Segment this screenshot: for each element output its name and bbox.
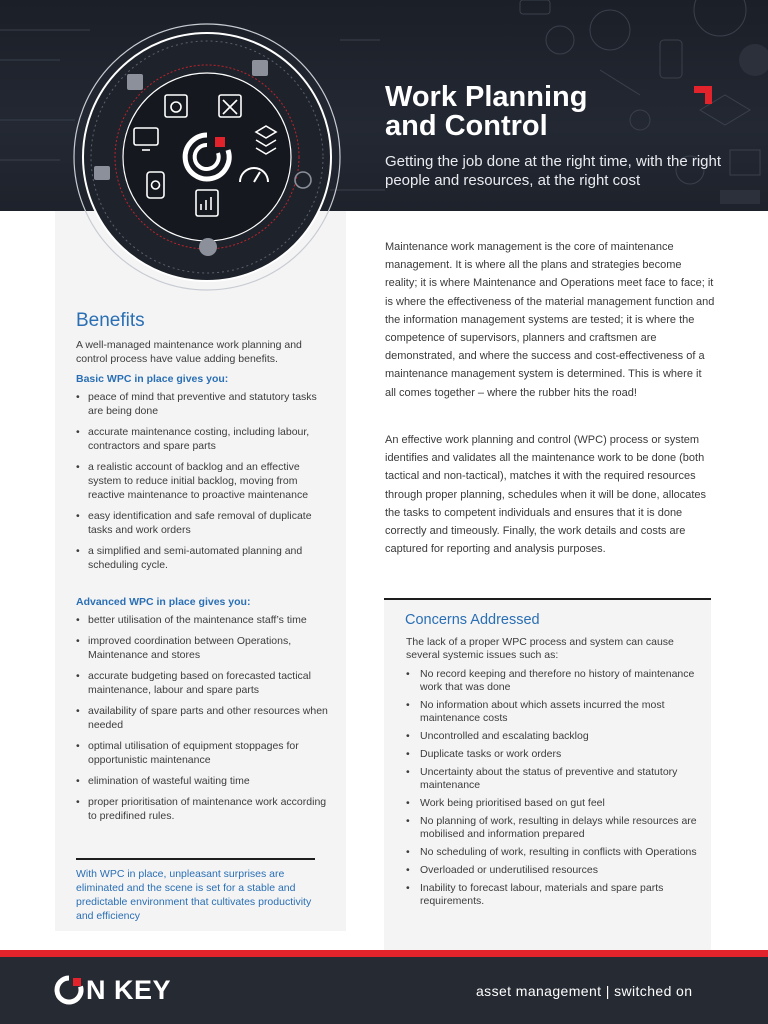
footer-accent-bar: [0, 950, 768, 957]
list-item: • No record keeping and therefore no history of maintenance work that was done: [406, 668, 706, 694]
list-item: • No scheduling of work, resulting in conflicts with Operations: [406, 846, 706, 859]
onkey-logo: [54, 970, 171, 1010]
benefits-heading: Benefits: [76, 310, 145, 331]
list-item: • better utilisation of the maintenance staff’s time: [76, 613, 331, 627]
title-line-2: and Control: [385, 110, 548, 142]
advanced-wpc-heading: Advanced WPC in place gives you:: [76, 596, 251, 608]
intro-paragraph-1: Maintenance work management is the core of maintenance management. It is where all the plans and strategies become reality; it is where Maintenance and Operations meet face to face; it is where the effectiveness of the material management function and the information management systems are tested; it is where the competence of supervisors, planners and craftsmen are demonstrated, and where the success and cost-effectiveness of a maintenance management system is determined. This is where it all comes together – where the rubber hits the road!: [385, 241, 715, 399]
footer-tagline: asset management | switched on: [476, 983, 693, 999]
list-item: • a simplified and semi-automated planning and scheduling cycle.: [76, 544, 331, 572]
concerns-list: [406, 668, 706, 913]
list-item: • Work being prioritised based on gut feel: [406, 797, 706, 810]
list-item: • accurate budgeting based on forecasted tactical maintenance, labour and spare parts: [76, 669, 331, 697]
list-item: • improved coordination between Operations, Maintenance and stores: [76, 634, 331, 662]
basic-wpc-heading: Basic WPC in place gives you:: [76, 373, 229, 385]
list-item: • Overloaded or underutilised resources: [406, 864, 706, 877]
intro-paragraph-2: An effective work planning and control (WPC) process or system identifies and validates all the maintenance work to be done (both tactical and non-tactical), matches it with the required resources through proper planning, schedules when it will be done, allocates the tasks to competent individuals and ensures that it is done correctly and timeously. Finally, the work details and costs are captured for reporting and analysis purposes.: [385, 434, 707, 556]
list-item: • optimal utilisation of equipment stoppages for opportunistic maintenance: [76, 739, 331, 767]
list-item: • No planning of work, resulting in delays while resources are mobilised and information prepared: [406, 815, 706, 841]
list-item: • Duplicate tasks or work orders: [406, 748, 706, 761]
logo-o-icon: [54, 975, 84, 1005]
concerns-heading: Concerns Addressed: [405, 612, 540, 628]
logo-wordmark: N KEY: [86, 974, 172, 1005]
advanced-wpc-list: [76, 613, 331, 830]
list-item: • peace of mind that preventive and statutory tasks are being done: [76, 390, 331, 418]
title-line-1: Work Planning: [385, 81, 588, 113]
benefits-closing-note: With WPC in place, unpleasant surprises are eliminated and the scene is set for a stable and predictable environment that cultivates productivity and efficiency: [76, 868, 312, 922]
list-item: • a realistic account of backlog and an effective system to reduce initial backlog, moving from reactive maintenance to proactive maintenance: [76, 460, 331, 502]
benefits-intro-text: A well-managed maintenance work planning and control process have value adding benefits.: [76, 339, 302, 365]
page-subtitle: Getting the job done at the right time, with the right people and resources, at the right cost: [385, 153, 722, 189]
list-item: • easy identification and safe removal of duplicate tasks and work orders: [76, 509, 331, 537]
list-item: • No information about which assets incurred the most maintenance costs: [406, 699, 706, 725]
list-item: • availability of spare parts and other resources when needed: [76, 704, 331, 732]
concerns-intro-text: The lack of a proper WPC process and system can cause several systemic issues such as:: [406, 636, 674, 661]
list-item: • elimination of wasteful waiting time: [76, 774, 331, 788]
list-item: • Uncertainty about the status of preventive and statutory maintenance: [406, 766, 706, 792]
list-item: • proper prioritisation of maintenance work according to predifined rules.: [76, 795, 331, 823]
list-item: • accurate maintenance costing, including labour, contractors and spare parts: [76, 425, 331, 453]
list-item: • Uncontrolled and escalating backlog: [406, 730, 706, 743]
page-title: [385, 83, 685, 141]
basic-wpc-list: [76, 390, 331, 579]
list-item: • Inability to forecast labour, materials and spare parts requirements.: [406, 882, 706, 908]
wpc-emblem-graphic: [72, 22, 342, 292]
brand-corner-mark: [694, 86, 714, 106]
divider: [76, 858, 315, 860]
